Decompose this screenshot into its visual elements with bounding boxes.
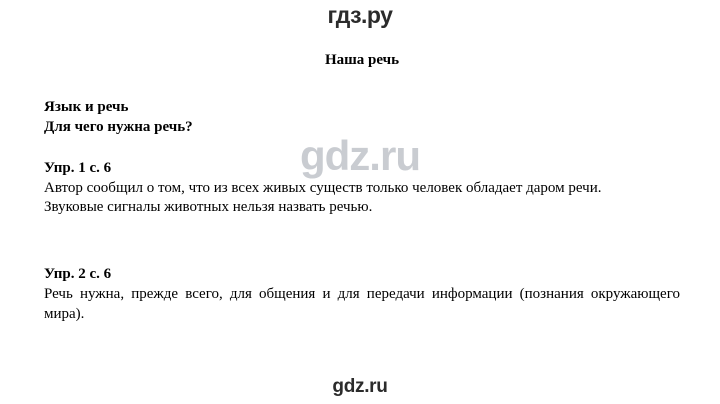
- spacer: [44, 244, 680, 266]
- exercise-2: [44, 266, 680, 325]
- exercise-2-body: [44, 285, 680, 325]
- exercise-1-label: Упр. 1 с. 6: [44, 159, 112, 176]
- site-logo-bottom: gdz.ru: [332, 376, 388, 397]
- exercise-2-line-1: Речь нужна, прежде всего, для общения и для передачи информации (познания окружающего мира).: [44, 286, 680, 322]
- exercise-2-label: Упр. 2 с. 6: [44, 266, 112, 283]
- exercise-1-line-1: Автор сообщил о том, что из всех живых существ только человек обладает даром речи.: [44, 179, 602, 196]
- exercise-1-body: [44, 179, 680, 219]
- exercise-1: [44, 160, 680, 219]
- section-heading: Язык и речь: [44, 99, 129, 115]
- watermark: gdz.ru: [300, 132, 420, 179]
- site-logo-top: гдз.ру: [327, 2, 393, 28]
- exercise-1-line-2: Звуковые сигналы животных нельзя назвать речью.: [44, 199, 373, 216]
- document-content: [44, 52, 680, 351]
- page-title: Наша речь: [324, 52, 400, 68]
- section-subquestion: Для чего нужна речь?: [44, 119, 193, 136]
